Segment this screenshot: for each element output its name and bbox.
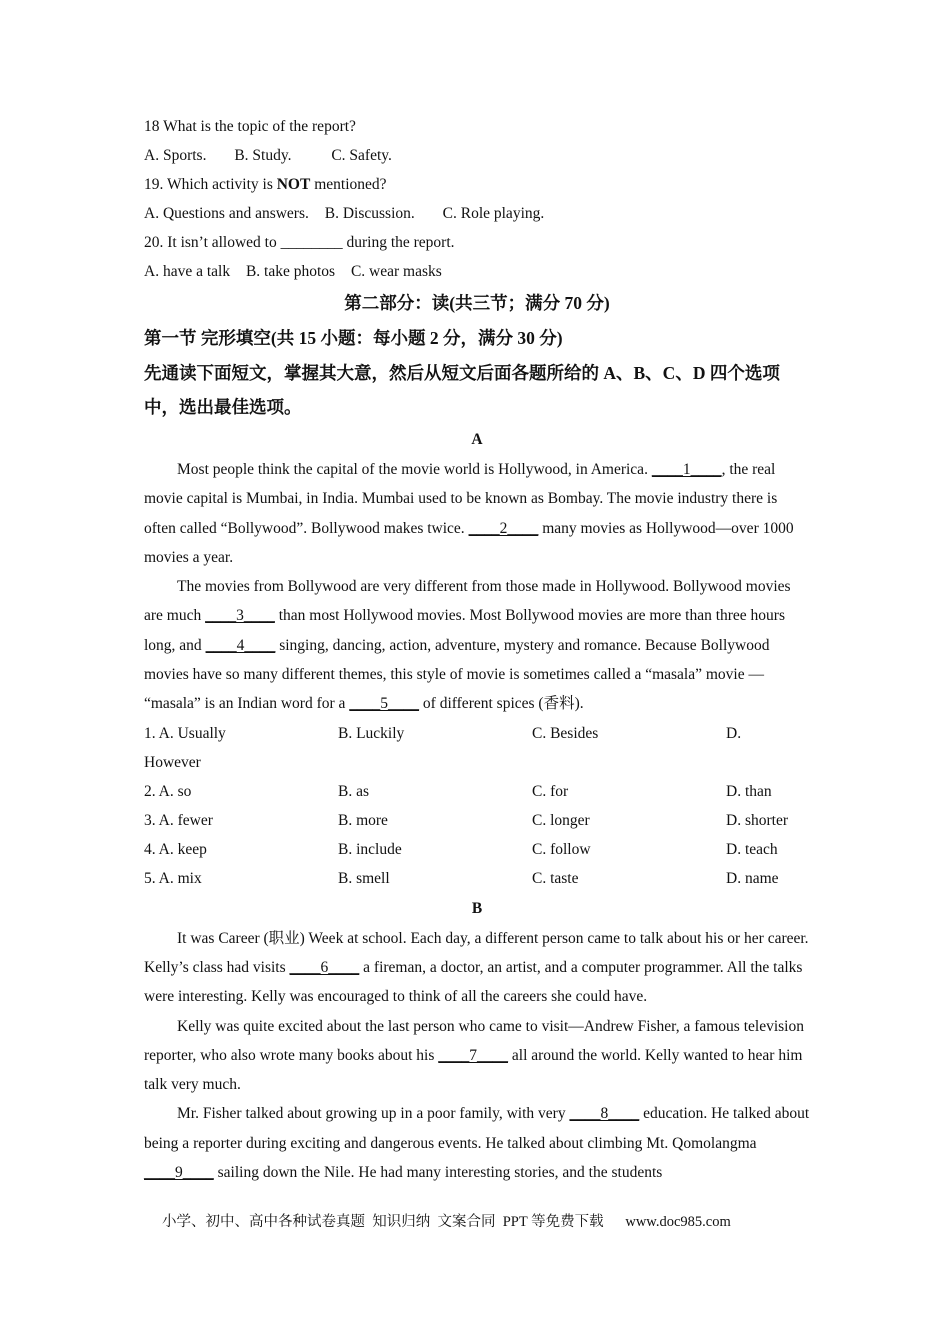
blank-8: ____8____ [569, 1105, 640, 1123]
question-20-options [144, 257, 810, 286]
blank-4: ____4____ [205, 636, 276, 654]
blank-2: ____2____ [468, 519, 539, 537]
question-20: 20. It isn’t allowed to ________ during the report. [144, 234, 455, 251]
instructions: 先通读下面短文，掌握其大意，然后从短文后面各题所给的 A、B、C、D 四个选项中，选出最佳选项。 [144, 363, 780, 417]
blank-7: ____7____ [438, 1046, 509, 1064]
passage-b-label: B [471, 899, 483, 917]
option: B. Discussion. [324, 205, 415, 222]
cloze-options-3: 3. A. fewer B. more C. longer D. shorter [144, 811, 788, 829]
passage-b-paragraph-3: Mr. Fisher talked about growing up in a poor family, with very ____8____ education. He talked about being a reporter during exciting and dangerous events. He talked about climbing Mt. Qomolangma ____9____ sailing down the Nile. He had many interesting stories, and the students [144, 1105, 810, 1182]
passage-a-label: A [471, 431, 483, 448]
cloze-options-5: 5. A. mix B. smell C. taste D. name [144, 869, 779, 887]
option: C. Role playing. [442, 205, 545, 222]
blank-5: ____5____ [349, 695, 420, 713]
option: A. Questions and answers. [144, 205, 309, 222]
cloze-options-1: 1. A. Usually B. Luckily C. Besides D. [144, 724, 742, 742]
blank-3: ____3____ [205, 607, 275, 625]
cloze-options-2: 2. A. so B. as C. for D. than [144, 782, 772, 800]
blank-1: ____1____ [651, 461, 722, 478]
passage-b-paragraph-1: It was Career (职业) Week at school. Each day, a different person came to talk about his or her career. Kelly’s class had visits ____6____ a fireman, a doctor, an artist, and a computer programmer. All the talks were interesting. Kelly was encouraged to think of all the careers she could have. [144, 929, 809, 1006]
question-18-options [144, 141, 810, 170]
section-one-title: 第一节 完形填空(共 15 小题：每小题 2 分，满分 30 分) [144, 328, 563, 348]
blank-6: ____6____ [289, 958, 360, 976]
page-footer: 小学、初中、高中各种试卷真题 知识归纳 文案合同 PPT 等免费下载 www.doc985.com [162, 1214, 731, 1230]
part-two-title: 第二部分：读(共三节；满分 70 分) [344, 293, 610, 313]
blank-9: ____9____ [144, 1164, 214, 1182]
exam-page [144, 112, 810, 1187]
question-18: 18 What is the topic of the report? [144, 118, 356, 135]
option: C. Safety. [331, 147, 392, 164]
question-19-options [144, 199, 810, 228]
passage-b-paragraph-2: Kelly was quite excited about the last person who came to visit—Andrew Fisher, a famous television reporter, who also wrote many books about his ____7____ all around the world. Kelly wanted to hear him talk very much. [144, 1017, 804, 1094]
passage-a-paragraph-2: The movies from Bollywood are very different from those made in Hollywood. Bollywood movies are much ____3____ than most Hollywood movies. Most Bollywood movies are more than three hours long, and ____4____ singing, dancing, action, adventure, mystery and romance. Because Bollywood movies have so many different themes, this style of movie is sometimes called a “masala” movie — “masala” is an Indian word for a ____5____ of different spices (香料). [144, 578, 791, 713]
option: A. have a talk [144, 263, 231, 280]
option: B. take photos [245, 263, 336, 280]
option: A. Sports. [144, 147, 207, 164]
question-19: 19. Which activity is NOT mentioned? [144, 176, 387, 193]
option: B. Study. [234, 147, 292, 164]
cloze-options-1-wrap: However [144, 753, 201, 771]
option: C. wear masks [350, 263, 442, 280]
passage-a-paragraph-1: Most people think the capital of the movie world is Hollywood, in America. ____1____, the real movie capital is Mumbai, in India. Mumbai used to be known as Bombay. The movie industry there is often called “Bollywood”. Bollywood makes twice. ____2____ many movies as Hollywood—over 1000 movies a year. [144, 461, 794, 566]
cloze-options-4: 4. A. keep B. include C. follow D. teach [144, 840, 778, 858]
